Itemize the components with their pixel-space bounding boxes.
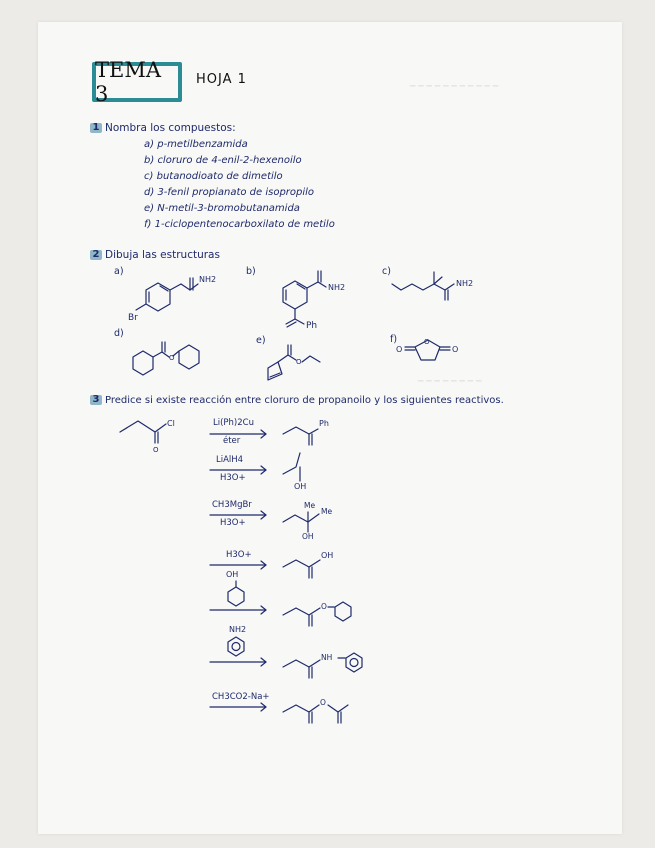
o-label-f2: O	[452, 345, 459, 354]
products	[283, 427, 362, 723]
q2-part-f-label: f)	[390, 334, 398, 345]
product-6-label: NH	[321, 653, 333, 662]
structure-d	[133, 342, 199, 375]
q2-part-e-label: e)	[256, 335, 266, 346]
item-label: e)	[144, 203, 155, 214]
sheet-label: HOJA 1	[196, 72, 247, 87]
q2-part-b-label: b)	[246, 266, 256, 277]
item-label: a)	[144, 139, 155, 150]
product-3-label2: Me	[321, 507, 333, 516]
reagent-4-top: H3O+	[226, 550, 252, 560]
q2-part-c-label: c)	[382, 266, 391, 277]
br-label: Br	[128, 313, 138, 323]
reagent-3-bottom: H3O+	[220, 518, 246, 528]
item-label: f)	[144, 219, 152, 230]
structure-b	[283, 271, 345, 331]
cyclohexanol-ring	[228, 587, 244, 606]
item-label: c)	[144, 171, 154, 182]
product-5-label: O	[321, 602, 327, 611]
o-label-d: O	[169, 354, 175, 362]
aniline-ring-circle	[232, 643, 240, 651]
aniline-ring	[228, 637, 244, 656]
cl-label: Cl	[167, 419, 175, 428]
reagent-1-top: Li(Ph)2Cu	[213, 418, 254, 428]
q3-starting-material	[120, 419, 175, 454]
q2-part-d-label: d)	[114, 328, 124, 339]
nh2-label-b: NH2	[328, 283, 346, 292]
reagent-1-bottom: éter	[223, 436, 241, 446]
product-3-label: Me	[304, 501, 316, 510]
page-title: TEMA 3	[95, 58, 162, 106]
q2-number: 2	[90, 250, 102, 260]
product-1-label: Ph	[319, 419, 329, 428]
q2-structures	[38, 22, 622, 834]
o-label-f3: O	[424, 338, 430, 346]
q3-heading-text: Predice si existe reacción entre cloruro de propanoilo y los siguientes reactivos.	[105, 395, 504, 406]
q1-heading-text: Nombra los compuestos:	[105, 122, 236, 134]
reagent-6-top: NH2	[229, 625, 247, 634]
q3-number: 3	[90, 395, 102, 405]
item-text: 3-fenil propianato de isopropilo	[157, 187, 315, 198]
q3-heading	[90, 395, 504, 406]
reagent-2-bottom: H3O+	[220, 473, 246, 483]
reagent-5-top: OH	[226, 570, 239, 579]
reagent-7-top: CH3CO2-Na+	[212, 692, 270, 702]
structure-f	[396, 338, 458, 360]
bleed-through-text: ─ ─ ─ ─ ─ ─ ─ ─	[418, 377, 482, 387]
structure-e	[268, 345, 320, 380]
structure-c	[392, 272, 473, 300]
item-text: N-metil-3-bromobutanamida	[157, 203, 300, 214]
product-7-label: O	[320, 698, 326, 707]
notebook-page	[38, 22, 622, 834]
o-label-start: O	[153, 446, 159, 454]
o-label-f1: O	[396, 345, 403, 354]
product-2-label: OH	[294, 482, 307, 491]
item-text: 1-ciclopentenocarboxilato de metilo	[154, 219, 335, 230]
item-label: d)	[144, 187, 155, 198]
reagent-2-top: LiAlH4	[216, 455, 244, 465]
item-text: cloruro de 4-enil-2-hexenoilo	[157, 155, 302, 166]
structure-a	[128, 275, 216, 323]
nh2-label-a: NH2	[199, 275, 217, 284]
product-4-label: OH	[321, 551, 334, 560]
item-text: p-metilbenzamida	[157, 139, 248, 150]
item-text: butanodioato de dimetilo	[156, 171, 283, 182]
ph-label-b: Ph	[306, 321, 318, 331]
reagent-3-top: CH3MgBr	[212, 500, 252, 510]
q2-part-a-label: a)	[114, 266, 124, 277]
q1-number: 1	[90, 123, 102, 133]
nh2-label-c: NH2	[456, 279, 474, 288]
o-label-e: O	[296, 358, 302, 366]
item-label: b)	[144, 155, 155, 166]
bleed-through-text: ─ ─ ─ ─ ─ ─ ─ ─ ─ ─ ─	[410, 82, 499, 92]
product-3-label3: OH	[302, 532, 314, 541]
q2-heading-text: Dibuja las estructuras	[105, 249, 220, 261]
